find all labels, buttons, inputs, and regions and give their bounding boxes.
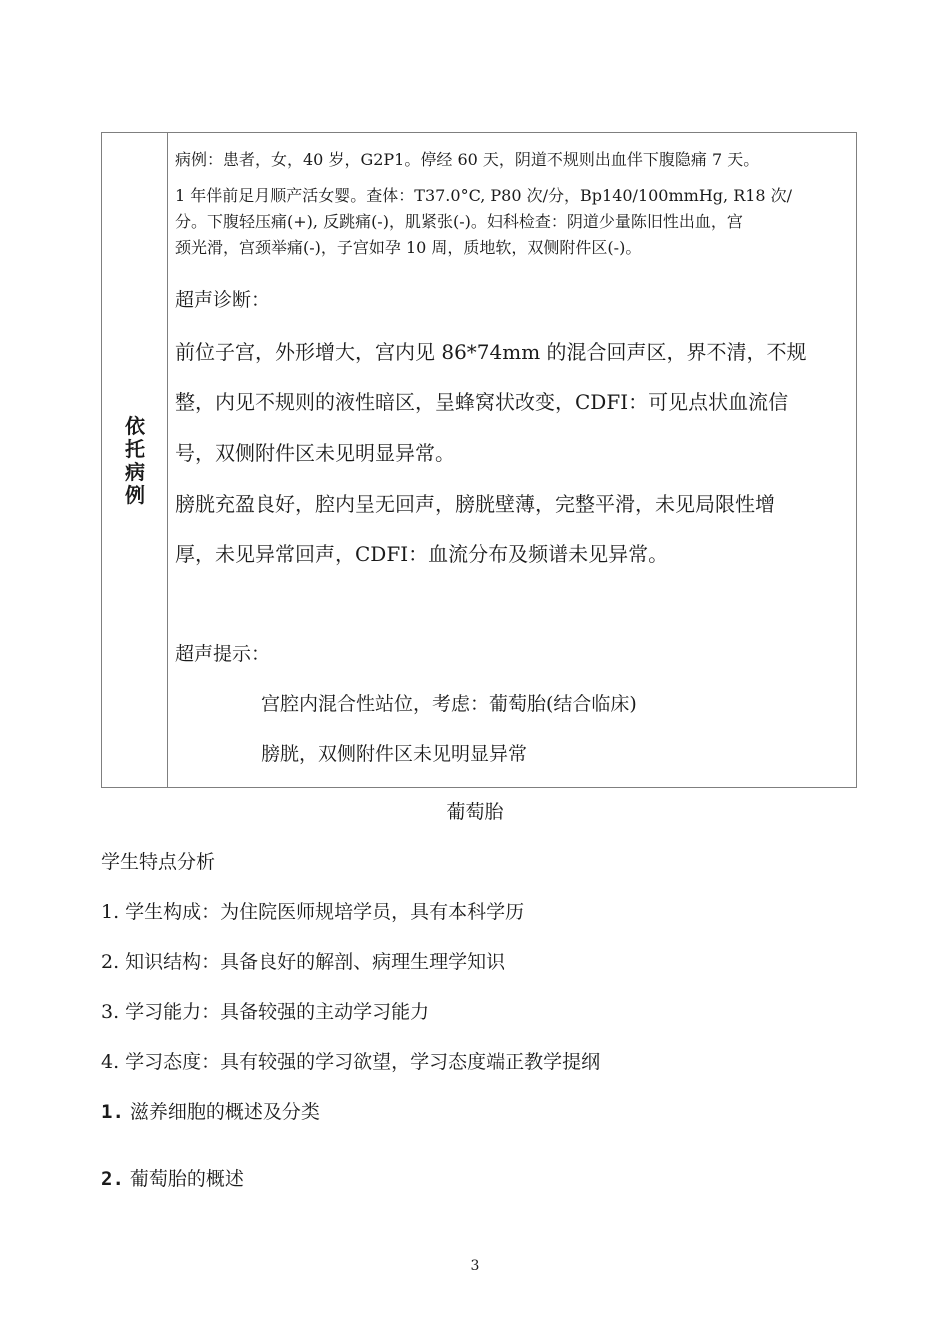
diagnosis-line: 整，内见不规则的液性暗区，呈蜂窝状改变，CDFI：可见点状血流信	[175, 390, 789, 414]
table-caption: 葡萄胎	[446, 801, 504, 823]
list-item: 2. 知识结构：具备良好的解剖、病理生理学知识	[101, 951, 506, 973]
page-number: 3	[470, 1258, 480, 1274]
outline-text: 滋养细胞的概述及分类	[123, 1101, 320, 1123]
diagnosis-line: 厚，未见异常回声，CDFI：血流分布及频谱未见异常。	[175, 542, 669, 566]
case-label-char: 例	[125, 483, 145, 507]
outline-text: 葡萄胎的概述	[123, 1168, 244, 1190]
case-line: 1 年伴前足月顺产活女婴。查体：T37.0°C, P80 次/分，Bp140/100mmHg, R18 次/	[175, 186, 793, 205]
case-label-cell	[102, 133, 168, 787]
outline-number: 1.	[101, 1101, 124, 1123]
hint-heading: 超声提示：	[175, 643, 271, 665]
hint-line: 宫腔内混合性站位，考虑：葡萄胎(结合临床)	[261, 693, 637, 715]
outline-number: 2.	[101, 1168, 124, 1190]
list-item: 4. 学习态度：具有较强的学习欲望，学习态度端正教学提纲	[101, 1051, 601, 1073]
case-label-char: 依	[125, 414, 145, 438]
case-line: 颈光滑，宫颈举痛(-)，子宫如孕 10 周，质地软，双侧附件区(-)。	[175, 238, 642, 257]
outline-item	[101, 1164, 244, 1191]
case-table	[101, 132, 857, 788]
list-item: 3. 学习能力：具备较强的主动学习能力	[101, 1001, 430, 1023]
hint-line: 膀胱，双侧附件区未见明显异常	[261, 743, 528, 765]
case-line: 病例：患者，女，40 岁，G2P1。停经 60 天，阴道不规则出血伴下腹隐痛 7 天。	[175, 150, 760, 169]
case-label-char: 托	[125, 437, 145, 461]
case-label-char: 病	[125, 460, 145, 484]
list-item: 1. 学生构成：为住院医师规培学员，具有本科学历	[101, 901, 525, 923]
case-line: 分。下腹轻压痛(+), 反跳痛(-)，肌紧张(-)。妇科检查：阴道少量陈旧性出血，宫	[175, 212, 743, 231]
diagnosis-line: 前位子宫，外形增大，宫内见 86*74mm 的混合回声区，界不清，不规	[175, 340, 807, 364]
diagnosis-line: 膀胱充盈良好，腔内呈无回声，膀胱壁薄，完整平滑，未见局限性增	[175, 492, 775, 516]
case-content-cell	[168, 133, 856, 787]
case-label	[102, 415, 168, 507]
diagnosis-line: 号，双侧附件区未见明显异常。	[175, 441, 455, 465]
section-heading: 学生特点分析	[101, 851, 216, 873]
outline-item	[101, 1097, 320, 1124]
diagnosis-heading: 超声诊断：	[175, 289, 271, 311]
